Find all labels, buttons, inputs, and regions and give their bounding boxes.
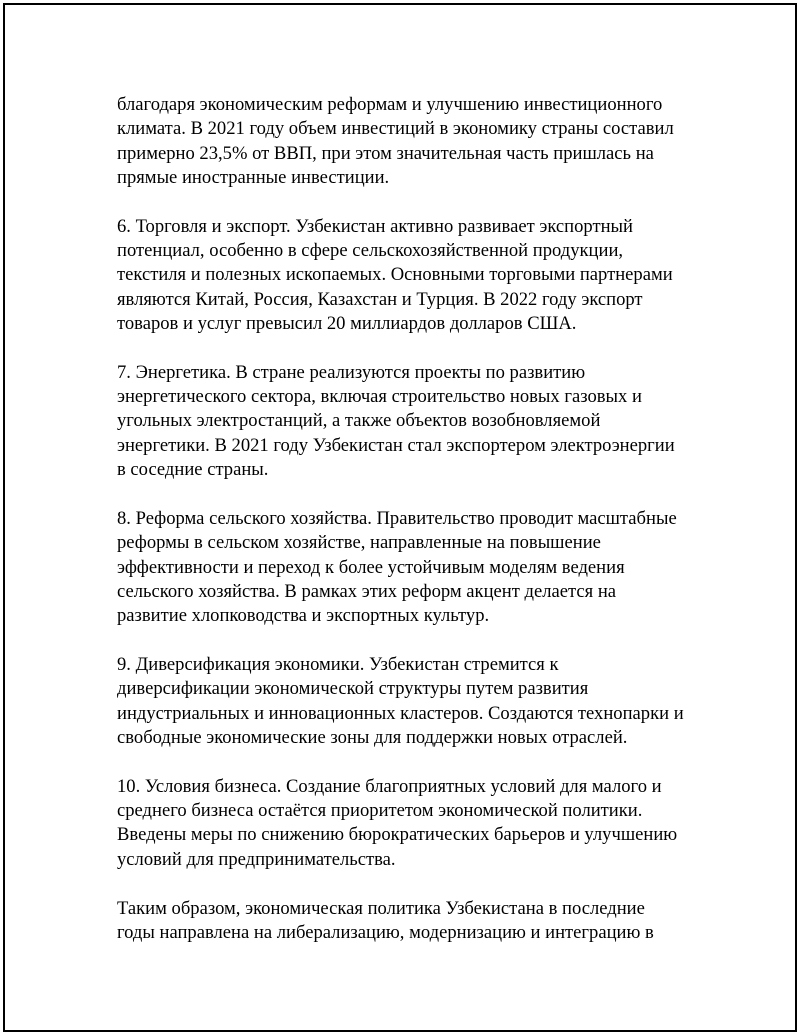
paragraph-conclusion: Таким образом, экономическая политика Узбекистана в последние годы направлена на либерализацию, модернизацию и интеграцию в xyxy=(117,897,654,943)
paragraph-business-conditions: 10. Условия бизнеса. Создание благоприятных условий для малого и среднего бизнеса остаётся приоритетом экономической политики. Введены меры по снижению бюрократических барьеров и улучшению условий для предпринимательства. xyxy=(117,775,678,870)
paragraph-agriculture-reform: 8. Реформа сельского хозяйства. Правительство проводит масштабные реформы в сельском хозяйстве, направленные на повышение эффективности и переход к более устойчивым моделям ведения сельского хозяйства. В рамках этих реформ акцент делается на развитие хлопководства и экспортных культур. xyxy=(117,507,677,627)
paragraph-diversification: 9. Диверсификация экономики. Узбекистан стремится к диверсификации экономической структуры путем развития индустриальных и инновационных кластеров. Создаются технопарки и свободные экономические зоны для поддержки новых отраслей. xyxy=(117,654,684,748)
paragraph-trade-export: 6. Торговля и экспорт. Узбекистан активно развивает экспортный потенциал, особенно в сфере сельскохозяйственной продукции, текстиля и полезных ископаемых. Основными торговыми партнерами являются Китай, Россия, Казахстан и Турция. В 2022 году экспорт товаров и услуг превысил 20 миллиардов долларов США. xyxy=(117,215,673,334)
paragraph-energy: 7. Энергетика. В стране реализуются проекты по развитию энергетического сектора, включая строительство новых газовых и угольных электростанций, а также объектов возобновляемой энергетики. В 2021 году Узбекистан стал экспортером электроэнергии в соседние страны. xyxy=(117,361,675,481)
document-body xyxy=(117,93,697,945)
paragraph-investment: благодаря экономическим реформам и улучшению инвестиционного климата. В 2021 году объем инвестиций в экономику страны составил примерно 23,5% от ВВП, при этом значительная часть пришлась на прямые иностранные инвестиции. xyxy=(117,94,674,188)
